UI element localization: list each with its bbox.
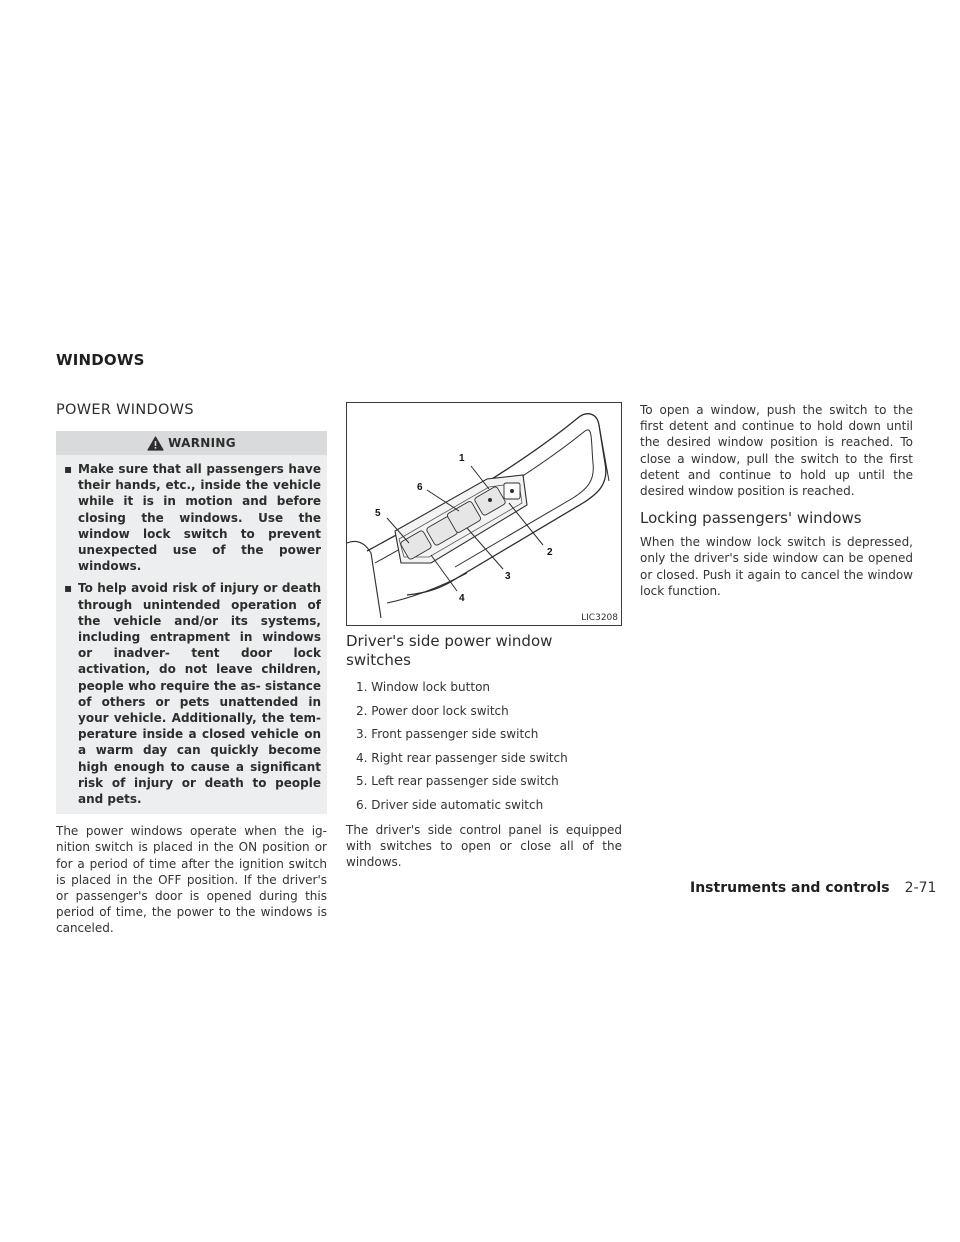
locking-paragraph: When the window lock switch is depressed, only the driver's side window can be opened or closed. Push it again to cancel the window lock function. — [640, 535, 913, 598]
callout-4: 4 — [459, 593, 465, 604]
list-item: 1. Window lock button — [356, 680, 491, 694]
figure-label: LIC3208 — [581, 613, 618, 623]
list-item: 3. Front passenger side switch — [356, 727, 539, 742]
middle-column — [346, 402, 622, 870]
list-item: 4. Right rear passenger side switch — [356, 750, 568, 765]
page-number: 2-71 — [904, 880, 937, 896]
bullet-icon: ▪ — [64, 581, 73, 596]
control-panel-paragraph: The driver's side control panel is equipped with switches to open or close all of the windows. — [346, 822, 622, 869]
right-column — [640, 402, 913, 599]
left-column — [56, 402, 327, 937]
warning-item-text: Make sure that all passengers have their hands, etc., inside the vehicle while it is in motion and before closing the windows. Use the window lock switch to prevent unexpected use of the power windows. — [78, 462, 321, 574]
door-switch-illustration — [347, 403, 621, 625]
warning-label: WARNING — [168, 436, 236, 450]
callout-1: 1 — [459, 453, 465, 464]
list-item: 6. Driver side automatic switch — [356, 797, 544, 812]
footer-title: Instruments and controls — [690, 880, 890, 896]
warning-header — [56, 431, 327, 455]
warning-body — [56, 455, 327, 814]
list-item: 2. Power door lock switch — [356, 703, 509, 718]
warning-item-text: To help avoid risk of injury or death through unintended operation of the vehicle and/or its systems, including entrapment in windows or inadver- tent door lock activation, do not leave children, people who require the as- sistance of others or pets unattended in your vehicle. Additionally, the tem- perature inside a closed vehicle on a warm day can quickly become high enough to cause a significant risk of injury or death to people and pets. — [78, 581, 321, 807]
power-windows-heading: POWER WINDOWS — [56, 402, 194, 418]
switch-list — [346, 676, 622, 818]
bullet-icon: ▪ — [64, 462, 73, 476]
driver-switches-heading: Driver's side power window switches — [346, 632, 553, 669]
callout-5: 5 — [375, 508, 381, 519]
switch-panel-figure — [346, 402, 622, 626]
open-close-paragraph: To open a window, push the switch to the first detent and continue to hold down until the desired window position is reached. To close a window, pull the switch to the first detent and continue to hold up until the desired window position is reached. — [640, 403, 913, 499]
warning-box — [56, 431, 327, 814]
power-windows-paragraph: The power windows operate when the ig- nition switch is placed in the ON position or for a period of time after the ignition switch is placed in the OFF position. If the driver's or passenger's door is opened during this period of time, the power to the windows is canceled. — [56, 824, 327, 936]
locking-heading: Locking passengers' windows — [640, 509, 862, 528]
callout-6: 6 — [417, 482, 423, 493]
section-title: WINDOWS — [56, 351, 145, 369]
warning-item — [62, 580, 321, 807]
list-item: 5. Left rear passenger side switch — [356, 774, 559, 789]
warning-triangle-icon — [147, 436, 164, 451]
warning-item — [62, 461, 321, 574]
page-footer — [690, 877, 936, 896]
callout-2: 2 — [547, 547, 553, 558]
callout-3: 3 — [505, 571, 511, 582]
